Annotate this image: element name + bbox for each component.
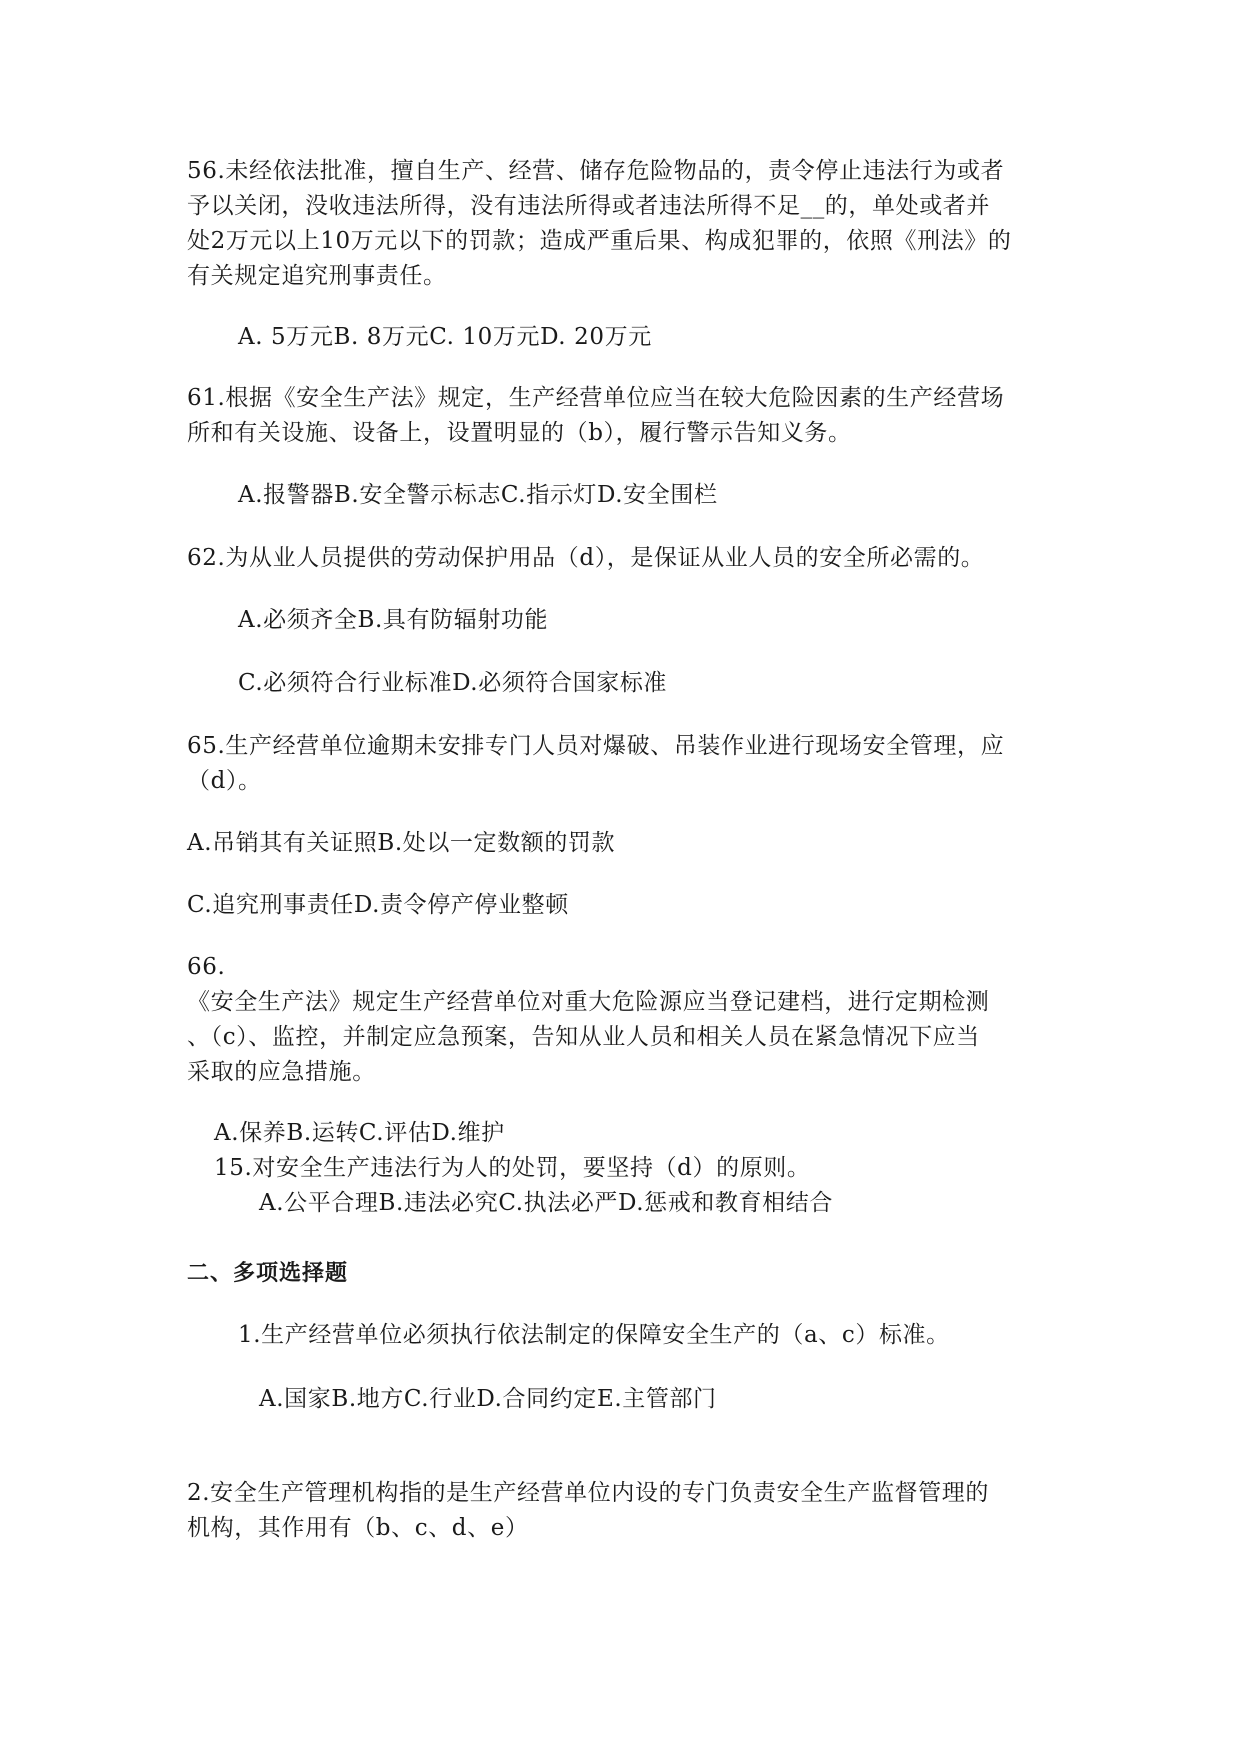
question-65-options-2: C.追究刑事责任D.责令停产停业整顿	[187, 892, 569, 918]
question-66-number: 66.	[187, 954, 226, 980]
question-66-options: A.保养B.运转C.评估D.维护	[214, 1120, 505, 1146]
question-65-options-1: A.吊销其有关证照B.处以一定数额的罚款	[187, 830, 616, 856]
section-heading-multiple-choice: 二、多项选择题	[187, 1261, 349, 1286]
question-62-options-2: C.必须符合行业标准D.必须符合国家标准	[238, 670, 668, 696]
multi-question-2-line-1: 2.安全生产管理机构指的是生产经营单位内设的专门负责安全生产监督管理的	[187, 1480, 989, 1506]
question-61-options: A.报警器B.安全警示标志C.指示灯D.安全围栏	[238, 482, 718, 508]
question-61-line-2: 所和有关设施、设备上，设置明显的（b），履行警示告知义务。	[187, 420, 852, 446]
question-56-options: A. 5万元B. 8万元C. 10万元D. 20万元	[238, 324, 652, 350]
question-65-line-1: 65.生产经营单位逾期未安排专门人员对爆破、吊装作业进行现场安全管理，应	[187, 733, 1005, 759]
multi-question-2-line-2: 机构，其作用有（b、c、d、e）	[187, 1515, 529, 1541]
question-66-line-3: 采取的应急措施。	[187, 1059, 376, 1085]
multi-question-1-options: A.国家B.地方C.行业D.合同约定E.主管部门	[259, 1386, 717, 1412]
question-66-line-1: 《安全生产法》规定生产经营单位对重大危险源应当登记建档，进行定期检测	[187, 989, 990, 1015]
question-56-line-4: 有关规定追究刑事责任。	[187, 263, 447, 289]
question-15-options: A.公平合理B.违法必究C.执法必严D.惩戒和教育相结合	[259, 1190, 833, 1216]
question-62-line-1: 62.为从业人员提供的劳动保护用品（d），是保证从业人员的安全所必需的。	[187, 545, 985, 571]
question-62-options-1: A.必须齐全B.具有防辐射功能	[238, 607, 549, 633]
question-61-line-1: 61.根据《安全生产法》规定，生产经营单位应当在较大危险因素的生产经营场	[187, 385, 1005, 411]
multi-question-1-line-1: 1.生产经营单位必须执行依法制定的保障安全生产的（a、c）标准。	[238, 1322, 950, 1348]
question-66-line-2: 、（c）、监控，并制定应急预案，告知从业人员和相关人员在紧急情况下应当	[187, 1024, 980, 1050]
question-56-line-2: 予以关闭，没收违法所得，没有违法所得或者违法所得不足__的，单处或者并	[187, 193, 990, 219]
question-56-line-3: 处2万元以上10万元以下的罚款；造成严重后果、构成犯罪的，依照《刑法》的	[187, 228, 1012, 254]
question-15-line-1: 15.对安全生产违法行为人的处罚，要坚持（d）的原则。	[214, 1155, 811, 1181]
question-65-line-2: （d）。	[187, 768, 262, 794]
question-56-line-1: 56.未经依法批准，擅自生产、经营、储存危险物品的，责令停止违法行为或者	[187, 158, 1005, 184]
